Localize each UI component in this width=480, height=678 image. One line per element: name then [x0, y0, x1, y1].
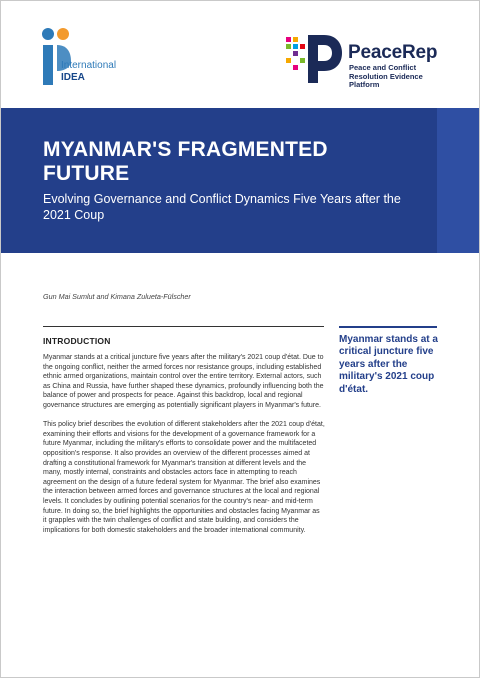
- peacerep-tagline-line2: Resolution Evidence: [349, 71, 423, 81]
- peacerep-tagline-line3: Platform: [349, 80, 380, 90]
- authors: Gun Mai Sumlut and Kimana Zulueta-Fülscher: [43, 292, 191, 301]
- document-subtitle: Evolving Governance and Conflict Dynamics Five Years after the 2021 Coup: [43, 192, 401, 222]
- idea-line1: International: [61, 60, 117, 71]
- section-heading: INTRODUCTION: [43, 336, 111, 346]
- document-title: MYANMAR'S FRAGMENTED FUTURE: [43, 138, 328, 185]
- pull-quote: Myanmar stands at a critical juncture five years after the military's 2021 coup d'état.: [339, 334, 438, 395]
- pull-quote-rule: [339, 326, 437, 328]
- paragraph-2: This policy brief describes the evolution of different stakeholders after the 2021 coup d'état, examining their efforts and visions for the development of a governance framework for a future Myanmar, including the military's efforts to consolidate power and the multifaceted opposition's response. It also provides an overview of the different processes aimed at drafting a constitutional framework for Myanmar's transition at different levels and the many, mostly internal, constraints and obstacles actors face in attempting to reach agreement on the design of a future federal system for Myanmar. The brief also examines the interaction between armed forces and governance structures at the local and regional levels. It concludes by outlining potential scenarios for the country's near- and mid-term future. In doing so, the brief highlights the opportunities and obstacles facing Myanmar as it grapples with the twin challenges of conflict and state building, and considers the implications for both domestic stakeholders and the broader international community.: [43, 421, 325, 534]
- peacerep-wordmark: PeaceRep: [348, 42, 438, 63]
- title-band-accent: [437, 108, 479, 253]
- idea-wordmark: [61, 60, 116, 84]
- section-divider: [43, 326, 324, 327]
- idea-line2: IDEA: [61, 72, 85, 83]
- body-text: [43, 353, 325, 545]
- paragraph-1: Myanmar stands at a critical juncture five years after the military's 2021 coup d'état. Due to the ongoing conflict, neither the armed forces nor resistance groups, including established ethnic armed organizations, maintain control over the entire territory. External actors, such as China and Russia, have further shaped these dynamics, profoundly influencing both the balance of power and prospects for peace. Against this backdrop, local and regional governance structures are emerging as potentially significant players in Myanmar's future.: [43, 354, 324, 409]
- peacerep-logo: [284, 31, 344, 85]
- peacerep-tagline: [349, 64, 423, 90]
- peacerep-tagline-line1: Peace and Conflict: [349, 63, 417, 72]
